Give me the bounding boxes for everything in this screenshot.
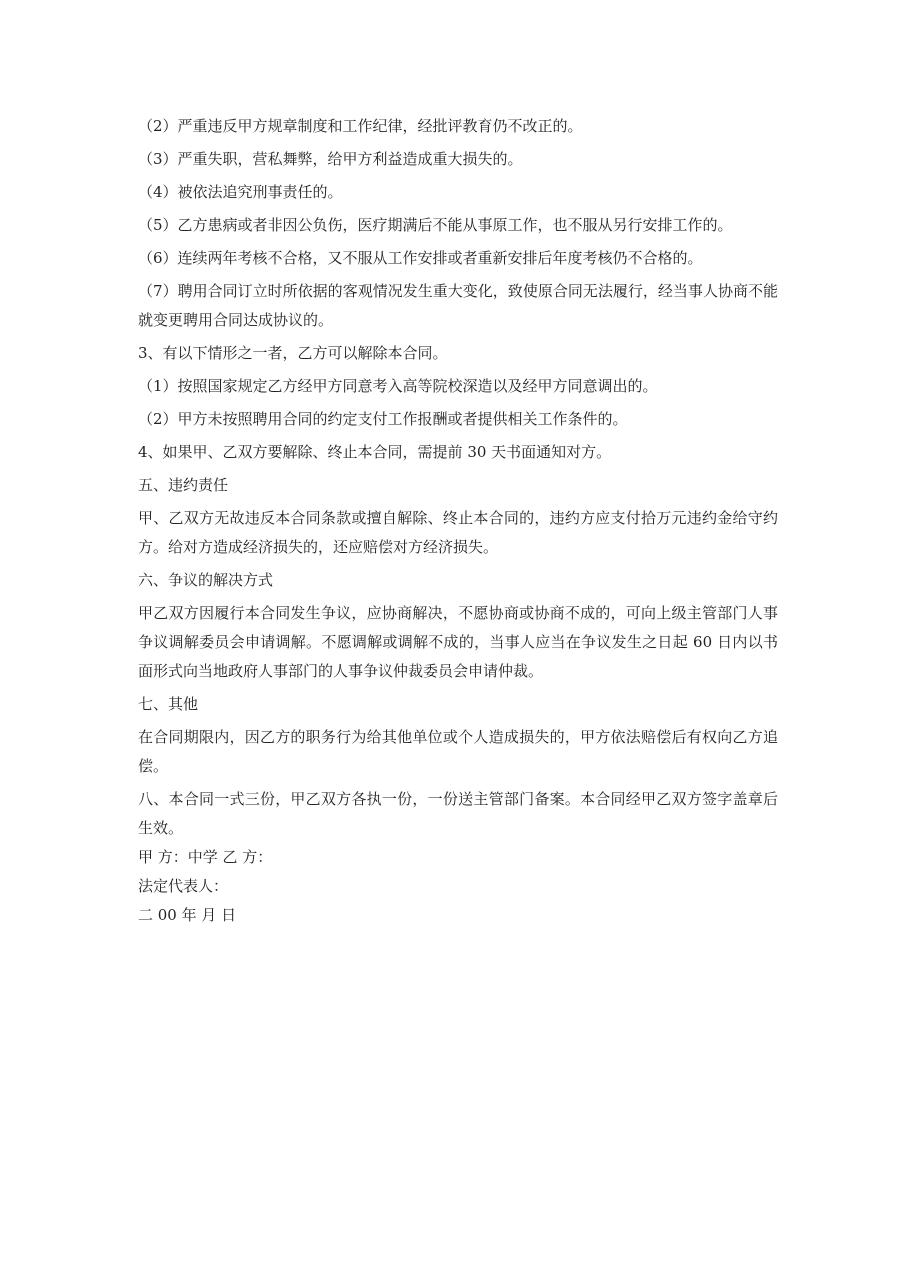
signature-date: 二 00 年 月 日 — [138, 906, 237, 924]
signature-representative: 法定代表人： — [138, 877, 229, 895]
section-7-heading: 七、其他 — [138, 695, 199, 713]
section-5-body: 甲、乙双方无故违反本合同条款或擅自解除、终止本合同的，违约方应支付拾万元违约金给守约方。给对方造成经济损失的，还应赔偿对方经济损失。 — [138, 509, 778, 556]
clause-2-item-4: （4）被依法追究刑事责任的。 — [138, 183, 343, 201]
clause-4: 4、如果甲、乙双方要解除、终止本合同，需提前 30 天书面通知对方。 — [138, 443, 612, 461]
section-8-body: 八、本合同一式三份，甲乙双方各执一份，一份送主管部门备案。本合同经甲乙双方签字盖章后生效。 — [138, 790, 778, 837]
section-6-body: 甲乙双方因履行本合同发生争议，应协商解决，不愿协商或协商不成的，可向上级主管部门人事争议调解委员会申请调解。不愿调解或调解不成的，当事人应当在争议发生之日起 60 日内以书面形式向当地政府人事部门的人事争议仲裁委员会申请仲裁。 — [138, 604, 778, 680]
clause-3-heading: 3、有以下情形之一者，乙方可以解除本合同。 — [138, 344, 448, 362]
clause-2-item-5: （5）乙方患病或者非因公负伤，医疗期满后不能从事原工作，也不服从另行安排工作的。 — [138, 216, 733, 234]
section-5-heading: 五、违约责任 — [138, 476, 229, 494]
document-body — [138, 112, 778, 930]
section-6-heading: 六、争议的解决方式 — [138, 571, 274, 589]
clause-2-item-2: （2）严重违反甲方规章制度和工作纪律，经批评教育仍不改正的。 — [138, 117, 583, 135]
signature-parties: 甲 方：中学 乙 方： — [138, 848, 273, 866]
clause-2-item-6: （6）连续两年考核不合格，又不服从工作安排或者重新安排后年度考核仍不合格的。 — [138, 249, 703, 267]
clause-3-item-1: （1）按照国家规定乙方经甲方同意考入高等院校深造以及经甲方同意调出的。 — [138, 377, 658, 395]
clause-2-item-7: （7）聘用合同订立时所依据的客观情况发生重大变化，致使原合同无法履行，经当事人协商不能就变更聘用合同达成协议的。 — [138, 282, 778, 329]
section-7-body: 在合同期限内，因乙方的职务行为给其他单位或个人造成损失的，甲方依法赔偿后有权向乙方追偿。 — [138, 728, 778, 775]
clause-2-item-3: （3）严重失职，营私舞弊，给甲方利益造成重大损失的。 — [138, 150, 523, 168]
clause-3-item-2: （2）甲方未按照聘用合同的约定支付工作报酬或者提供相关工作条件的。 — [138, 410, 628, 428]
